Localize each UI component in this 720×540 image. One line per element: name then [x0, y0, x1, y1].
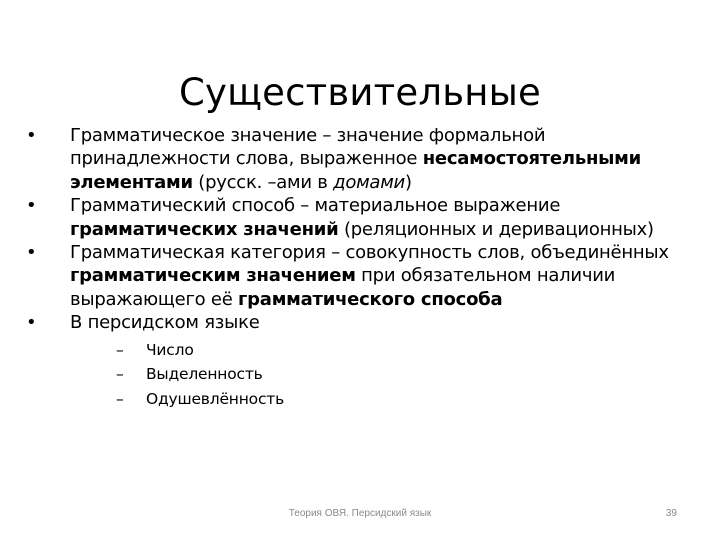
bullet-icon: • [26, 242, 37, 264]
sub-bullet-text: Число [146, 340, 194, 359]
dash-icon: – [116, 365, 124, 384]
text-run: ) [404, 171, 412, 193]
sub-bullet-item [116, 338, 706, 363]
slide-footer [0, 508, 720, 522]
text-run: Грамматическое значение – значение формальной принадлежности слова, выраженное [70, 125, 546, 170]
sub-bullet-list [70, 338, 706, 412]
bullet-item [26, 241, 706, 311]
bold-text: грамматического способа [238, 288, 503, 310]
bold-text: грамматическим значением [70, 265, 356, 287]
bullet-text: В персидском языке [70, 312, 260, 334]
bullet-item [26, 124, 706, 194]
text-run: Грамматическая категория – совокупность слов, объединённых [70, 242, 669, 264]
footer-text: Теория ОВЯ. Персидский язык [288, 508, 432, 519]
bullet-text [70, 242, 669, 310]
bullet-icon: • [26, 125, 37, 146]
sub-bullet-item [116, 362, 706, 387]
bold-text: грамматических значений [70, 218, 339, 240]
bullet-item [26, 311, 706, 411]
bullet-icon: • [26, 312, 37, 334]
sub-bullet-text: Выделенность [146, 365, 263, 384]
sub-bullet-text: Одушевлённость [146, 389, 285, 408]
bullet-list [26, 124, 706, 411]
text-run: Грамматический способ – материальное выражение [70, 195, 561, 217]
sub-bullet-item [116, 387, 706, 412]
page-number: 39 [665, 508, 677, 519]
dash-icon: – [116, 340, 124, 359]
dash-icon: – [116, 389, 124, 408]
bullet-text [70, 125, 641, 193]
text-run: при обязательном наличии выражающего её [70, 265, 616, 310]
text-run: (реляционных и деривационных) [338, 218, 654, 240]
bold-text: несамостоятельными элементами [70, 148, 641, 193]
bullet-icon: • [26, 195, 37, 217]
italic-text: домами [333, 171, 405, 193]
slide-title: Существительные [178, 70, 542, 114]
bullet-text [70, 195, 654, 239]
text-run: (русск. –ами в [192, 171, 334, 193]
bullet-item [26, 194, 706, 241]
